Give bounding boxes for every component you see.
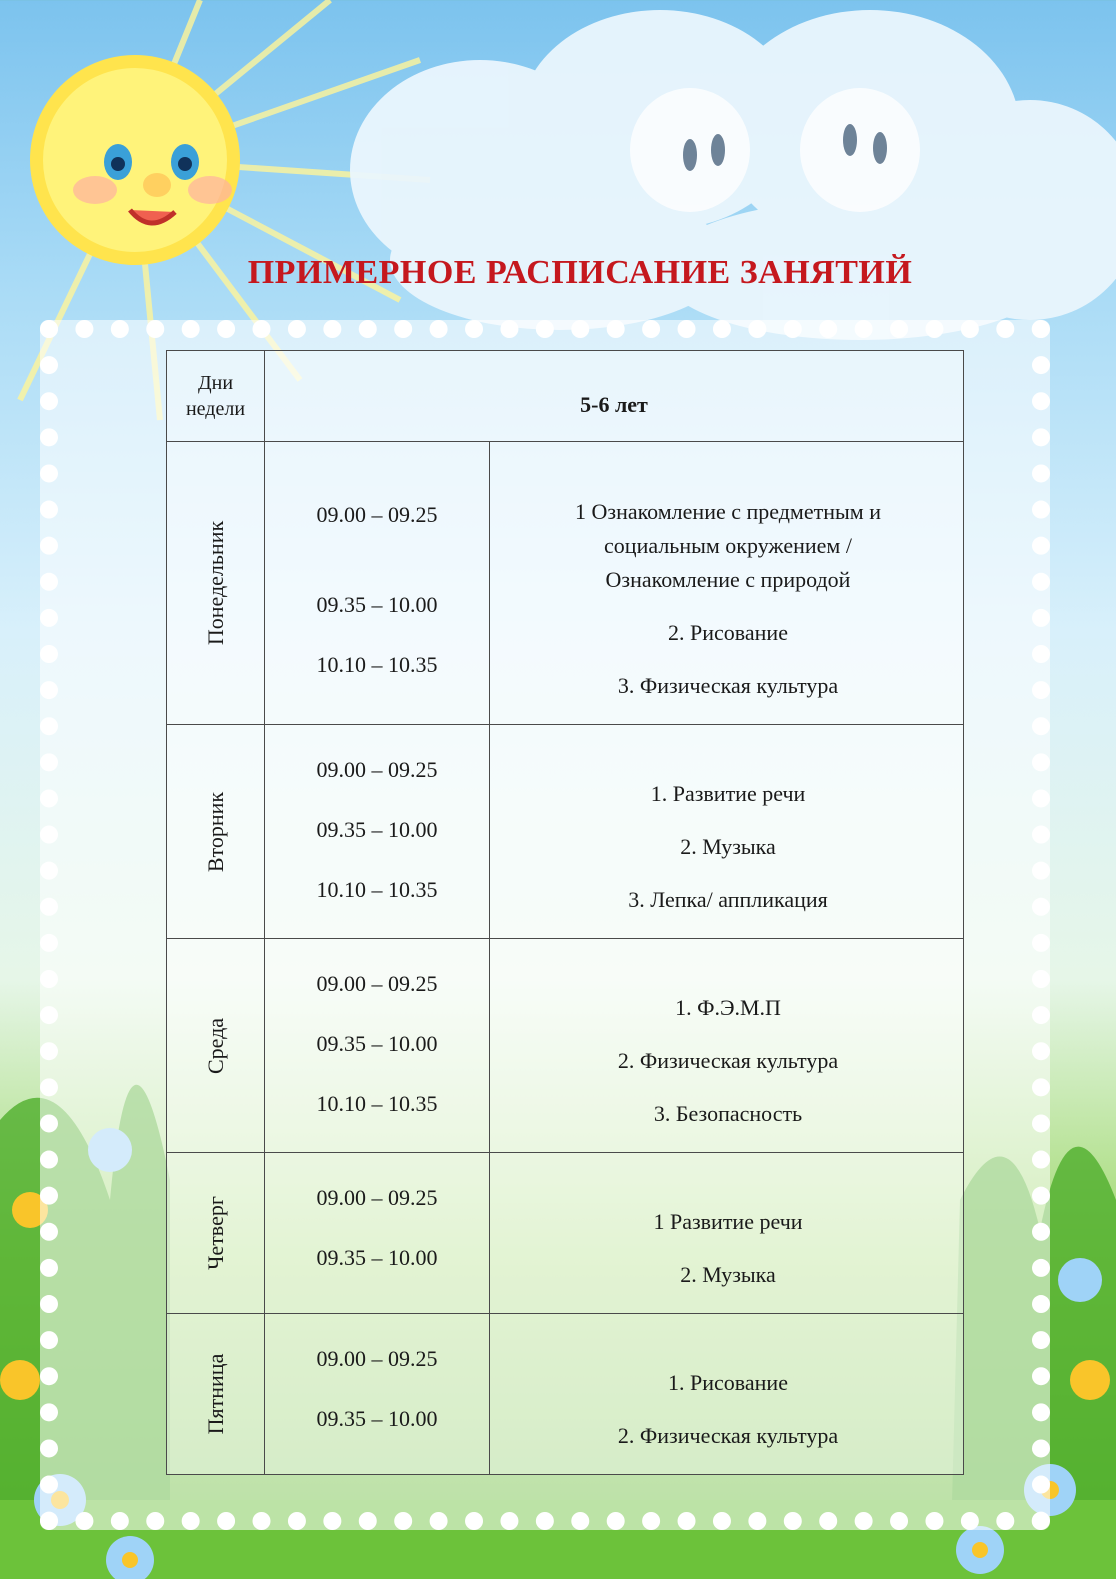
subjects-cell bbox=[490, 939, 964, 1153]
subject-item: 3. Физическая культура bbox=[617, 673, 839, 698]
day-label: Понедельник bbox=[202, 520, 228, 646]
day-cell bbox=[167, 1153, 265, 1314]
time-slot: 09.35 – 10.00 bbox=[316, 592, 438, 617]
times-cell bbox=[265, 725, 490, 939]
page-title: ПРИМЕРНОЕ РАСПИСАНИЕ ЗАНЯТИЙ bbox=[247, 254, 913, 291]
times-cell bbox=[265, 442, 490, 725]
time-slot: 09.00 – 09.25 bbox=[316, 1185, 438, 1210]
time-slot: 10.10 – 10.35 bbox=[316, 652, 438, 677]
subject-item: 2. Музыка bbox=[680, 1262, 776, 1287]
time-slot: 10.10 – 10.35 bbox=[316, 1091, 438, 1116]
time-slot: 09.00 – 09.25 bbox=[316, 502, 438, 527]
times-cell bbox=[265, 1314, 490, 1475]
time-slot: 09.00 – 09.25 bbox=[316, 1346, 438, 1371]
table-row bbox=[167, 939, 964, 1153]
days-header bbox=[167, 351, 265, 442]
time-slot: 09.35 – 10.00 bbox=[316, 1406, 438, 1431]
subject-item: 2. Физическая культура bbox=[617, 1423, 839, 1448]
time-slot: 09.00 – 09.25 bbox=[316, 971, 438, 996]
days-header-line2: недели bbox=[185, 398, 246, 420]
day-label: Четверг bbox=[202, 1196, 228, 1270]
subject-item: 2. Рисование bbox=[668, 620, 788, 645]
times-cell bbox=[265, 1153, 490, 1314]
subject-item: 3. Безопасность bbox=[653, 1101, 803, 1126]
day-cell bbox=[167, 1314, 265, 1475]
day-label: Среда bbox=[202, 1017, 228, 1074]
subjects-cell bbox=[490, 442, 964, 725]
days-header-line1: Дни bbox=[197, 372, 234, 394]
day-label: Вторник bbox=[202, 791, 228, 872]
age-header: 5-6 лет bbox=[265, 351, 964, 442]
time-slot: 09.35 – 10.00 bbox=[316, 817, 438, 842]
subject-item: Ознакомление с природой bbox=[605, 567, 851, 592]
subject-item: 1 Развитие речи bbox=[653, 1209, 803, 1234]
table-header-row bbox=[167, 351, 964, 442]
day-label: Пятница bbox=[202, 1353, 228, 1435]
table-row bbox=[167, 442, 964, 725]
subjects-cell bbox=[490, 1153, 964, 1314]
subject-item: 1. Рисование bbox=[668, 1370, 788, 1395]
subject-item: 1 Ознакомление с предметным и bbox=[574, 499, 881, 524]
time-slot: 09.35 – 10.00 bbox=[316, 1031, 438, 1056]
table-row bbox=[167, 1314, 964, 1475]
subject-item: 2. Музыка bbox=[680, 834, 776, 859]
subjects-cell bbox=[490, 1314, 964, 1475]
subject-item: 3. Лепка/ аппликация bbox=[628, 887, 828, 912]
subjects-cell bbox=[490, 725, 964, 939]
schedule-table bbox=[166, 350, 964, 1475]
time-slot: 09.35 – 10.00 bbox=[316, 1245, 438, 1270]
times-cell bbox=[265, 939, 490, 1153]
day-cell bbox=[167, 442, 265, 725]
table-row bbox=[167, 725, 964, 939]
time-slot: 10.10 – 10.35 bbox=[316, 877, 438, 902]
subject-item: 1. Ф.Э.М.П bbox=[675, 995, 781, 1020]
subject-item: социальным окружением / bbox=[604, 533, 852, 558]
table-row bbox=[167, 1153, 964, 1314]
subject-item: 1. Развитие речи bbox=[650, 781, 806, 806]
subject-item: 2. Физическая культура bbox=[617, 1048, 839, 1073]
day-cell bbox=[167, 725, 265, 939]
time-slot: 09.00 – 09.25 bbox=[316, 757, 438, 782]
day-cell bbox=[167, 939, 265, 1153]
